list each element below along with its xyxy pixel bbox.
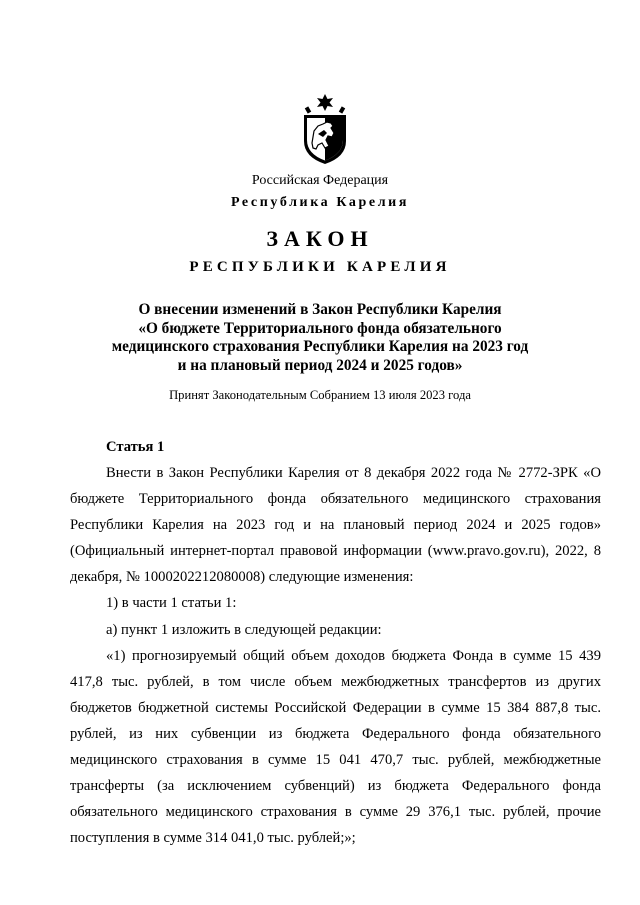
paragraph: 1) в части 1 статьи 1: [106,595,237,612]
law-title-line: и на плановый период 2024 и 2025 годов» [177,356,463,374]
paragraph: а) пункт 1 изложить в следующей редакции: [106,621,382,638]
law-body [70,434,601,851]
article-heading: Статья 1 [106,439,165,455]
law-title-line: О внесении изменений в Закон Республики Карелия [138,301,502,318]
republic-name: Республика Карелия [230,195,410,210]
paragraph: «1) прогнозируемый общий объем доходов бюджета Фонда в сумме 15 439 417,8 тыс. рублей, в том числе объем межбюджетных трансфертов из других бюджетов бюджетной системы Российской Федерации в сумме 15 384 887,8 тыс. рублей, из них субвенции из бюджета Федерального фонда обязательного медицинского страхования в сумме 15 041 470,7 тыс. рублей, межбюджетные трансферты (за исключением субвенций) из бюджета Федерального фонда обязательного медицинского страхования в сумме 29 376,1 тыс. рублей, прочие поступления в сумме 314 041,0 тыс. рублей;»; [70,647,601,847]
law-title-line: «О бюджете Территориального фонда обязательного [138,319,502,337]
law-subheading: РЕСПУБЛИКИ КАРЕЛИЯ [189,259,451,275]
law-title [0,301,640,375]
adoption-note: Принят Законодательным Собранием 13 июля 2023 года [169,388,471,402]
karelia-coat-of-arms-icon [296,93,354,165]
law-heading: ЗАКОН [266,226,374,251]
paragraph: Внести в Закон Республики Карелия от 8 декабря 2022 года № 2772-ЗРК «О бюджете Территориального фонда обязательного медицинского страхования Республики Карелия на 2023 год и на плановый период 2024 и 2025 годов» (Официальный интернет-портал правовой информации (www.pravo.gov.ru), 2022, 8 декабря, № 1000202212080008) следующие изменения: [70,465,601,586]
country-name: Российская Федерация [251,173,389,188]
law-title-line: медицинского страхования Республики Карелия на 2023 год [111,338,529,355]
